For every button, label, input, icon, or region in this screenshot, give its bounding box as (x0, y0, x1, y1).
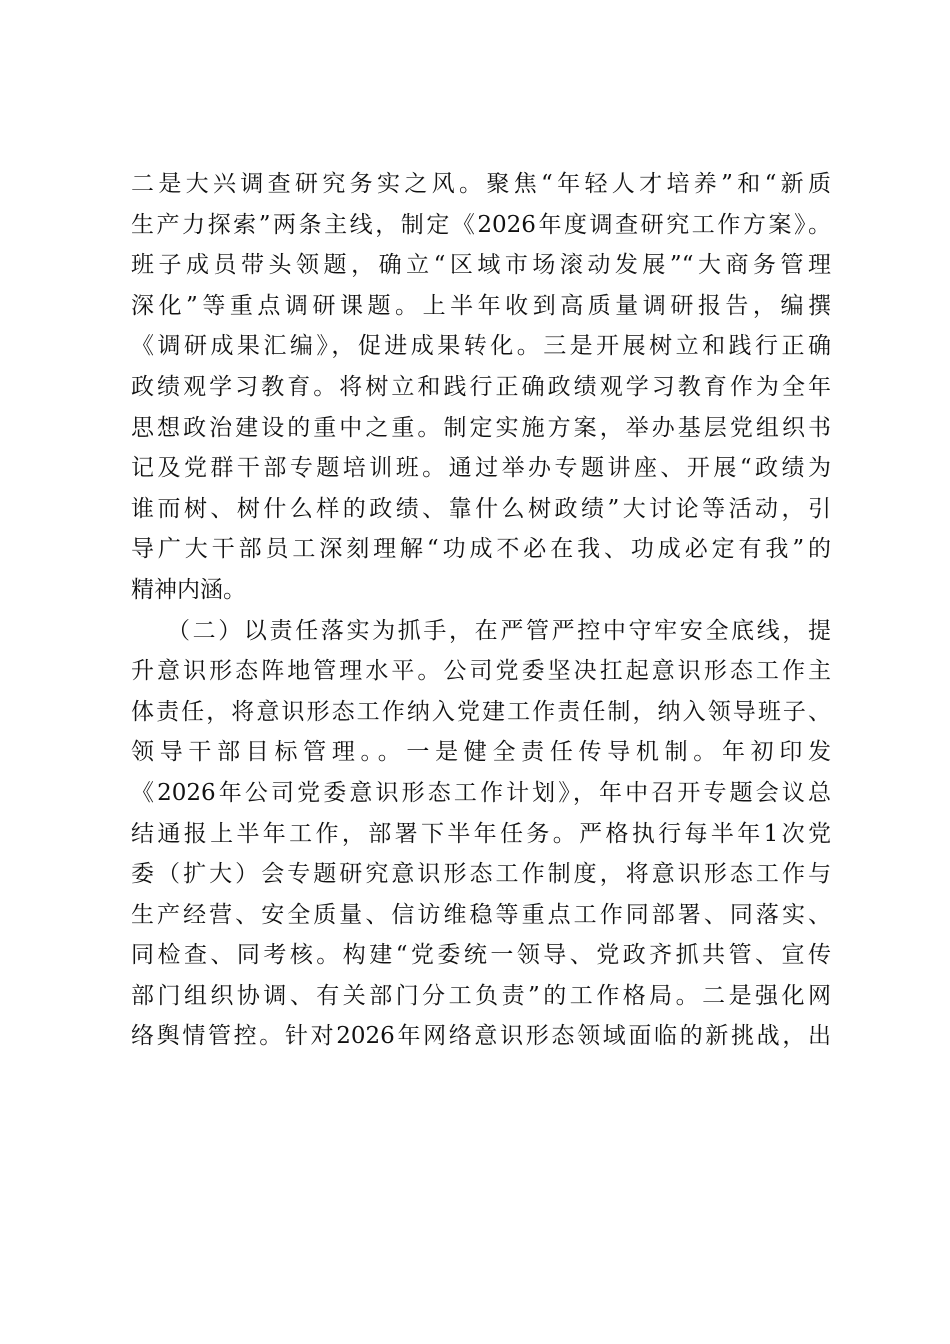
section-heading-line: （二）以责任落实为抓手，在严管严控中守牢安全底线，提 (167, 617, 831, 644)
text-line: 班子成员带头领题，确立“区域市场滚动发展”“大商务管理 (131, 252, 831, 279)
text-line: 二是大兴调查研究务实之风。聚焦“年轻人才培养”和“新质 (131, 171, 831, 197)
text-line: 委（扩大）会专题研究意识形态工作制度，将意识形态工作与 (131, 861, 831, 888)
text-line: 政绩观学习教育。将树立和践行正确政绩观学习教育作为全年 (131, 373, 831, 400)
text-line: 生产经营、安全质量、信访维稳等重点工作同部署、同落实、 (131, 901, 831, 928)
text-line: 记及党群干部专题培训班。通过举办专题讲座、开展“政绩为 (131, 455, 831, 482)
text-line: 生产力探索”两条主线，制定《2026年度调查研究工作方案》。 (131, 211, 831, 238)
paragraph-end-line: 精神内涵。 (131, 576, 246, 603)
text-line: 结通报上半年工作，部署下半年任务。严格执行每半年1次党 (131, 820, 831, 847)
text-line: 同检查、同考核。构建“党委统一领导、党政齐抓共管、宣传 (131, 942, 831, 969)
body-text (131, 164, 831, 1057)
text-line: 络舆情管控。针对2026年网络意识形态领域面临的新挑战，出 (131, 1023, 831, 1050)
text-line: 部门组织协调、有关部门分工负责”的工作格局。二是强化网 (131, 982, 831, 1009)
text-line: 思想政治建设的重中之重。制定实施方案，举办基层党组织书 (131, 414, 831, 441)
text-line: 升意识形态阵地管理水平。公司党委坚决扛起意识形态工作主 (131, 658, 831, 685)
text-line: 体责任，将意识形态工作纳入党建工作责任制，纳入领导班子、 (131, 698, 831, 725)
text-line: 深化”等重点调研课题。上半年收到高质量调研报告，编撰 (131, 292, 831, 319)
text-line: 领导干部目标管理。。一是健全责任传导机制。年初印发 (131, 739, 831, 766)
text-line: 《调研成果汇编》，促进成果转化。三是开展树立和践行正确 (131, 333, 831, 360)
text-line: 导广大干部员工深刻理解“功成不必在我、功成必定有我”的 (131, 536, 831, 563)
text-line: 《2026年公司党委意识形态工作计划》，年中召开专题会议总 (131, 779, 831, 806)
text-line: 谁而树、树什么样的政绩、靠什么树政绩”大讨论等活动，引 (131, 495, 831, 522)
